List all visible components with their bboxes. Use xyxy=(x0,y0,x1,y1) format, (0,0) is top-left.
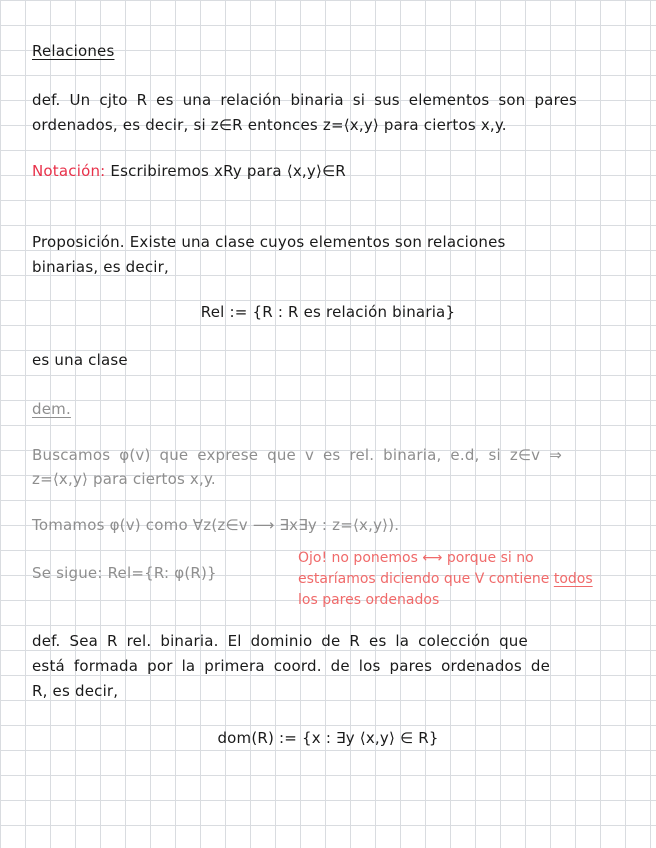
definition-domain-line-1: def. Sea R rel. binaria. El dominio de R es la colección que xyxy=(32,632,528,650)
proof-line-1: Buscamos φ(v) que exprese que v es rel. binaria, e.d, si z∈v ⇒ xyxy=(32,446,562,464)
margin-note-line-1: Ojo! no ponemos ⟷ porque si no xyxy=(298,550,534,566)
proof-label-text: dem. xyxy=(32,400,71,418)
definition-domain-line-2: está formada por la primera coord. de los pares ordenados de xyxy=(32,657,551,675)
proof-line-4: Se sigue: Rel={R: φ(R)} xyxy=(32,564,217,582)
rel-class-formula: Rel := {R : R es relación binaria} xyxy=(200,303,456,321)
notation-label: Notación: xyxy=(32,162,106,180)
notation-text: Escribiremos xRy para ⟨x,y⟩∈R xyxy=(105,162,346,180)
domain-formula: dom(R) := {x : ∃y ⟨x,y⟩ ∈ R} xyxy=(217,729,439,747)
margin-note xyxy=(298,548,628,611)
proposition-line-1: Proposición. Existe una clase cuyos elementos son relaciones xyxy=(32,233,506,251)
margin-note-emphasis: todos xyxy=(553,571,593,587)
definition-relation-line-1: def. Un cjto R es una relación binaria si sus elementos son pares xyxy=(32,91,578,109)
proposition-line-2: binarias, es decir, xyxy=(32,258,169,276)
definition-domain-line-3: R, es decir, xyxy=(32,682,119,700)
margin-note-line-2-text: estaríamos diciendo que V contiene xyxy=(298,571,554,587)
proof-line-3: Tomamos φ(v) como ∀z(z∈v ⟶ ∃x∃y : z=⟨x,y⟩). xyxy=(32,516,400,534)
page-title: Relaciones xyxy=(32,42,115,60)
margin-note-line-2 xyxy=(298,569,628,590)
proof-line-2: z=⟨x,y⟩ para ciertos x,y. xyxy=(32,470,216,488)
proposition-conclusion: es una clase xyxy=(32,351,128,369)
proof-label xyxy=(32,398,622,420)
margin-note-line-3: los pares ordenados xyxy=(298,592,440,608)
definition-relation-line-2: ordenados, es decir, si z∈R entonces z=⟨x,y⟩ para ciertos x,y. xyxy=(32,116,507,134)
notation-line xyxy=(32,160,622,182)
